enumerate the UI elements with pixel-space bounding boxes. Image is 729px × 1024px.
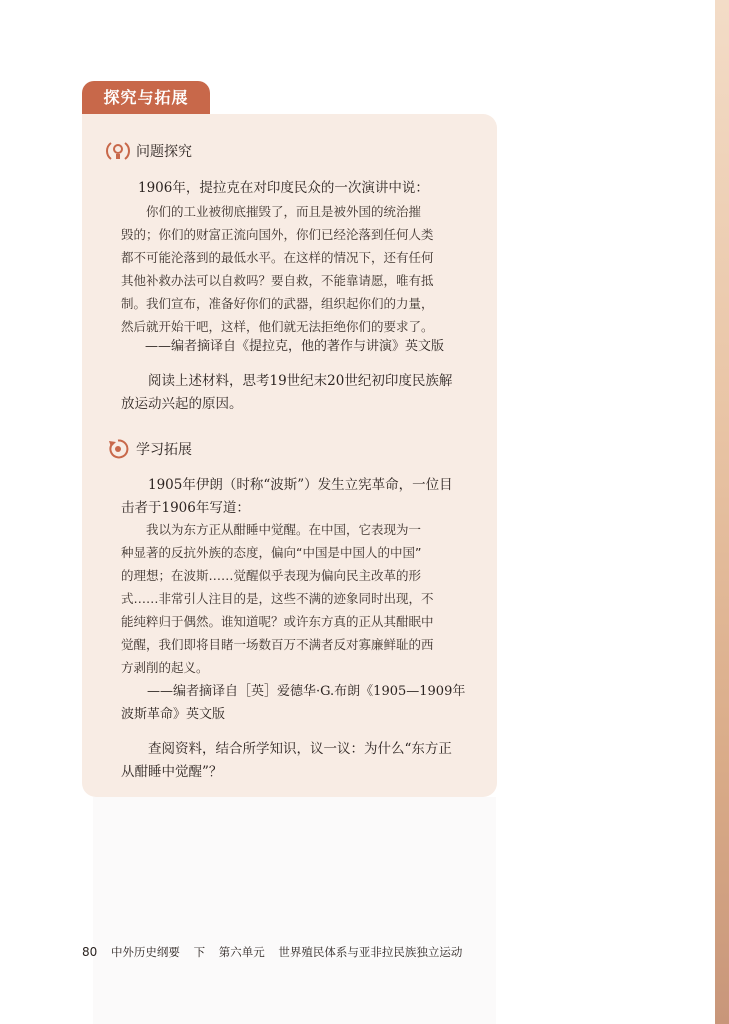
- section-tab-title: 探究与拓展: [82, 81, 210, 115]
- quote-line: 你们的工业被彻底摧毁了，而且是被外国的统治摧: [146, 204, 422, 219]
- volume-label: 下: [193, 945, 206, 959]
- question-line: 阅读上述材料，思考19世纪末20世纪初印度民族解: [148, 373, 453, 389]
- expand-cycle-icon: [106, 437, 130, 461]
- question-line: 从酣睡中觉醒”？: [121, 764, 223, 780]
- quote-line: 种显著的反抗外族的态度，偏向“中国是中国人的中国”: [121, 545, 422, 560]
- section2-intro: [121, 474, 471, 520]
- source-line: 波斯革命》英文版: [121, 707, 226, 722]
- source-line: ——编者摘译自［英］爱德华·G.布朗《1905—1909年: [147, 684, 466, 699]
- page-footer: [82, 944, 462, 960]
- quote-line: 的理想；在波斯……觉醒似乎表现为偏向民主改革的形: [121, 568, 422, 583]
- section2-heading-label: 学习拓展: [136, 442, 192, 458]
- page-edge-strip: [715, 0, 729, 1024]
- section1-heading-label: 问题探究: [136, 144, 192, 160]
- intro-line: 1905年伊朗（时称“波斯”）发生立宪革命，一位目: [148, 477, 453, 493]
- quote-line: 我以为东方正从酣睡中觉醒。在中国，它表现为一: [146, 522, 422, 537]
- question-line: 查阅资料，结合所学知识，议一议：为什么“东方正: [148, 741, 452, 757]
- question-line: 放运动兴起的原因。: [121, 396, 243, 412]
- section2-question: [121, 738, 471, 784]
- unit-label: 第六单元: [218, 945, 265, 959]
- quote-line: 然后就开始干吧，这样，他们就无法拒绝你们的要求了。: [121, 319, 434, 334]
- section2-heading: [106, 437, 192, 461]
- section1-source: ——编者摘译自《提拉克，他的著作与讲演》英文版: [145, 339, 445, 354]
- unit-title: 世界殖民体系与亚非拉民族独立运动: [278, 945, 463, 959]
- inquiry-icon: [106, 139, 130, 163]
- quote-line: 制。我们宣布，准备好你们的武器，组织起你们的力量，: [121, 296, 434, 311]
- quote-line: 其他补救办法可以自救吗？要自救，不能靠请愿，唯有抵: [121, 273, 434, 288]
- section1-heading: [106, 139, 192, 163]
- page-number: 80: [82, 945, 98, 959]
- quote-line: 毁的；你们的财富正流向国外，你们已经沦落到任何人类: [121, 227, 434, 242]
- quote-line: 方剥削的起义。: [121, 660, 209, 675]
- page-lower-background: [93, 797, 496, 1024]
- quote-line: 都不可能沦落到的最低水平。在这样的情况下，还有任何: [121, 250, 434, 265]
- quote-line: 能纯粹归于偶然。谁知道呢？或许东方真的正从其酣眠中: [121, 614, 434, 629]
- intro-line: 击者于1906年写道：: [121, 500, 250, 516]
- section1-question: [121, 370, 471, 416]
- book-title: 中外历史纲要: [110, 945, 180, 959]
- section2-source: [121, 680, 471, 726]
- section2-quote: [121, 518, 471, 679]
- quote-line: 式……非常引人注目的是，这些不满的迹象同时出现，不: [121, 591, 434, 606]
- quote-line: 觉醒，我们即将目睹一场数百万不满者反对寡廉鲜耻的西: [121, 637, 434, 652]
- section1-intro: 1906年，提拉克在对印度民众的一次演讲中说：: [138, 180, 429, 196]
- section1-quote: [121, 200, 471, 338]
